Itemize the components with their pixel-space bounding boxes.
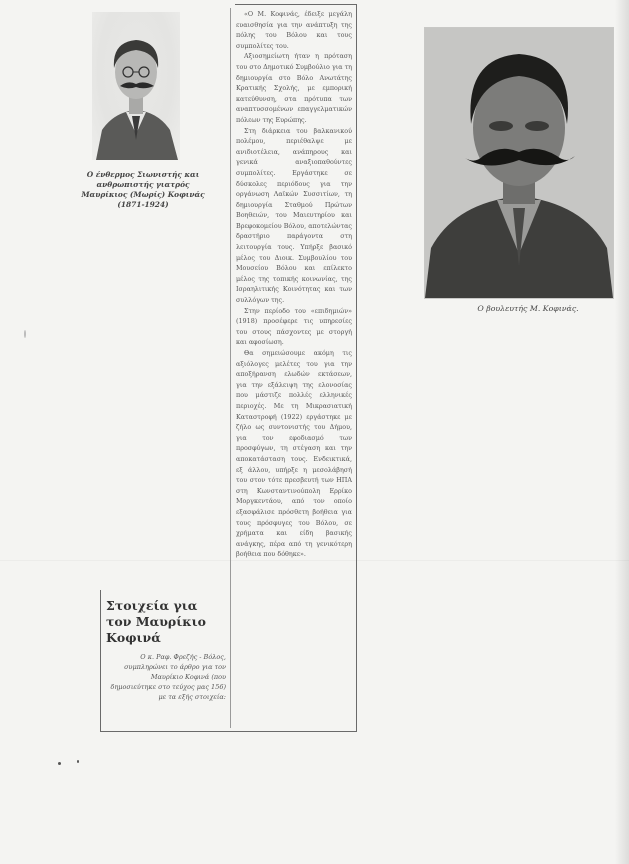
frame-right-rule (356, 4, 357, 732)
portrait-caption-left: Ο ένθερμος Σιωνιστής και ανθρωπιστής γιατρός Μαυρίκιος (Μωρίς) Κοφινάς (1871-1924) (81, 170, 205, 209)
info-sidebox (106, 598, 226, 702)
portrait-caption-right: Ο βουλευτής Μ. Κοφινάς. (477, 304, 579, 313)
article-paragraph: Στην περίοδο του «επιδημιών» (1918) προσέφερε τις υπηρεσίες του στους πάσχοντες με στοργή και αφοσίωση. (236, 306, 352, 347)
article-paragraph: Θα σημειώσουμε ακόμη τις αξιόλογες μελέτες του για την αποξήρανση ελωδών εκτάσεων, για την εξάλειψη της ελονοσίας που μάστιζε πολλές ελληνικές περιοχές. Με τη Μικρασιατική Καταστροφή (1922) εργάστηκε με ζήλο ως συντονιστής του Δήμου, για τον εφοδιασμό των προσφύγων, τη στέγαση και την αποκατάσταση τους. Ενδεικτικά, εξ άλλου, υπήρξε η μεσολάβησή του στον τότε πρεσβευτή των ΗΠΑ στη Κωνσταντινούπολη Ερρίκο Μοργκεντάου, από τον οποίο εξασφάλισε πρόσθετη βοήθεια για τους πρόσφυγες του Βόλου, σε χρήματα και είδη βασικής ανάγκης, πέρα από τη γενικότερη βοήθεια που δόθηκε». (236, 349, 352, 559)
portrait-kofinas-doctor (92, 12, 180, 160)
frame-bottom-rule (100, 731, 357, 732)
article-paragraph: Στη διάρκεια του βαλκανικού πολέμου, περιέθαλψε με ανιδιοτέλεια, ανάπηρους και γενικά αναξιοπαθούντες συμπολίτες. Εργάστηκε σε δύσκολες περιόδους για την οργάνωση Λαϊκών Συσσιτίων, τη δημιουργία Σταθμού Πρώτων Βοηθειών, του Μαιευτηρίου και Βρεφοκομείου Βόλου, αποτελώντας δραστήριο παράγοντα στη λειτουργία τους. Υπήρξε βασικό μέλος του Διοικ. Συμβουλίου του Μουσείου Βόλου και επίλεκτο μέλος της τοπικής κοινωνίας, της Ισραηλιτικής Κοινότητας και των συλλόγων της. (236, 126, 352, 305)
frame-top-rule (235, 4, 357, 5)
article-column (236, 9, 352, 560)
column-divider (230, 8, 231, 728)
scan-speck (24, 330, 26, 338)
sidebox-intro: Ο κ. Ραφ. Φρεζής - Βόλος, συμπληρώνει το άρθρο για τον Μαυρίκιο Κοφινά (που δημοσιεύτηκε στο τεύχος μας 156) με τα εξής στοιχεία: (110, 653, 226, 701)
article-paragraph: «Ο Μ. Κοφινάς, έδειξε μεγάλη ευαισθησία για την ανάπτυξη της πόλης του Βόλου και τους συμπολίτες του. (236, 10, 352, 50)
page-fold (0, 560, 629, 561)
scan-speck (58, 762, 61, 765)
scan-speck (77, 760, 79, 763)
article-paragraph: Αξιοσημείωτη ήταν η πρόταση του στο Δημοτικό Συμβούλιο για τη δημιουργία στο Βόλο Ανωτάτης Κρατικής Σχολής, με εμπορική κατεύθυνση, στα πρότυπα των αναπτυσσομένων επαγγελματικών πόλεων της Ευρώπης. (236, 52, 352, 124)
frame-left-rule (100, 590, 101, 732)
page-edge-shadow (615, 0, 629, 864)
sidebox-title: Στοιχεία για τον Μαυρίκιο Κοφινά (106, 598, 207, 645)
portrait-kofinas-mp (425, 28, 613, 298)
